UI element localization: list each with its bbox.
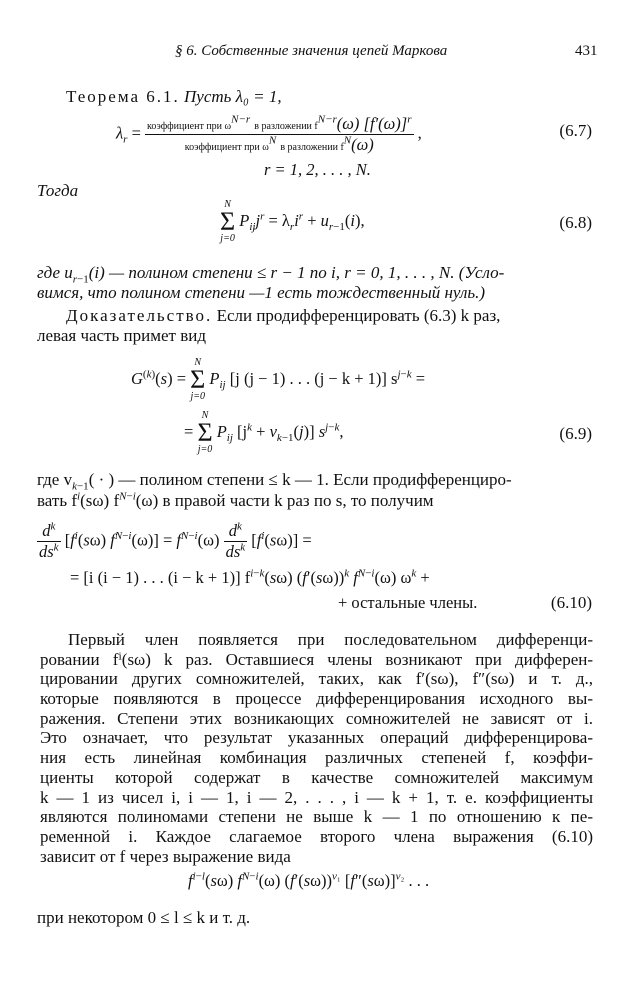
- body-line: ровании fⁱ(sω) k раз. Оставшиеся члены возникают при дифферен-: [40, 649, 593, 669]
- body-line: Это означает, что результат указанных операций дифференцирова-: [40, 728, 593, 748]
- body-line: зависит от f через выражение вида: [40, 846, 291, 866]
- equation-6-8: N Σ j=0 $P_{ij}j^r = \lambda_ri^r + u_{r-1}(i)$,: [220, 199, 365, 244]
- final-expression: $f^{i-l}(s\omega)$ $f^{N-i}(\omega)$ $(f'(s\omega))^{v_1}$ $[f''(s\omega)]^{v_2}$ . . .: [188, 870, 430, 890]
- body-line: ременной i. Каждое слагаемое второго члена выражения (6.10): [40, 826, 593, 846]
- body-line: являются полиномами степени не выше k — 1 по отношению к пе-: [40, 807, 593, 827]
- equation-number-6-7: (6.7): [559, 121, 592, 140]
- fraction-denominator: коэффициент при $\omega^N$ в разложении $f^N(\omega)$: [184, 134, 374, 154]
- proof-label: Доказательство.: [66, 306, 213, 325]
- derivative-fraction: $\frac{d^k}{ds^k}$: [225, 520, 246, 561]
- sum-symbol: N Σ j=0: [220, 199, 236, 244]
- body-line: циенты которой содержат в качестве сомножителей максимум: [40, 767, 593, 787]
- condition-line-2: вимся, что полином степени —1 есть тождественный нуль.): [37, 283, 486, 302]
- theorem-label: Теорема 6.1.: [66, 87, 180, 106]
- after-6-9-line-2: вать $f^i(s\omega)$ $f^{N-i}(\omega)$ в правой части k раз по s, то получим: [37, 490, 434, 510]
- equation-6-10-line-3: + остальные члены.: [338, 593, 478, 612]
- equation-6-7: $\lambda_r$ = $\frac{коэффициент при \omega^{N-r} в разложении f^{N-r}(\omega) [f'(\omega)]^r}{коэффициент при \omega^N в разложении f^N(\omega)}$ ,: [116, 113, 422, 154]
- proof-intro-line-1: Доказательство. Если продифференцировать (6.3) k раз,: [66, 306, 501, 325]
- equation-6-9-line-2: = N Σ j=0 $P_{ij}$ $[j^k + v_{k-1}(j)]$ $s^{j-k}$,: [184, 410, 344, 455]
- sum-symbol: N Σ j=0: [197, 410, 213, 455]
- body-line: ражения. Степени этих возникающих сомножителей не зависят от i.: [40, 708, 593, 728]
- closing-line: при некотором 0 ≤ l ≤ k и т. д.: [37, 908, 251, 927]
- equation-6-10-line-2: = [i (i − 1) . . . (i − k + 1)] $f^{i-k}(s\omega)$ $(f'(s\omega))^k$ $f^{N-i}(\omega) \omega^k$ +: [70, 567, 430, 587]
- fraction-numerator: коэффициент при $\omega^{N-r}$ в разложении $f^{N-r}(\omega)$ $[f'(\omega)]^r$: [147, 113, 412, 133]
- body-line: Первый член появляется при последовательном дифференци-: [68, 630, 593, 649]
- running-title: § 6. Собственные значения цепей Маркова: [175, 43, 448, 59]
- theorem-statement: [66, 87, 282, 107]
- page-number: 431: [575, 43, 598, 59]
- after-6-9-line-1: где $v_{k-1}$( · ) — полином степени ≤ k — 1. Если продифференциро-: [37, 470, 512, 493]
- body-line: ния есть линейная комбинация различных степеней f, коэффи-: [40, 748, 593, 768]
- body-line: цировании других сомножителей, таких, как f′(sω), f″(sω) и т. д.,: [40, 669, 593, 689]
- lambda-symbol: λ: [116, 123, 124, 143]
- body-line: k — 1 из чисел i, i — 1, i — 2, . . . , i — k + 1, т. е. коэффициенты: [40, 787, 593, 807]
- condition-line-1: где $u_{r-1}(i)$ — полином степени ≤ r − 1 по i, r = 0, 1, . . . , N. (Усло-: [37, 263, 505, 286]
- then-word: Тогда: [37, 181, 79, 200]
- equation-number-6-9: (6.9): [559, 424, 592, 443]
- sum-symbol: N Σ j=0: [190, 357, 206, 402]
- lambda-subscript: r: [123, 133, 128, 146]
- derivative-fraction: $\frac{d^k}{ds^k}$: [39, 520, 59, 561]
- equation-6-9-line-1: $G^{(k)}(s)$ = N Σ j=0 $P_{ij}$ [j (j − 1) . . . (j − k + 1)] $s^{j-k}$ =: [131, 357, 426, 402]
- proof-intro-line-2: левая часть примет вид: [37, 326, 206, 345]
- theorem-premise: Пусть λ₀ = 1,: [184, 87, 282, 106]
- body-line: которые появляются в процессе дифференцирования исходного вы-: [40, 689, 593, 709]
- r-range: r = 1, 2, . . . , N.: [264, 160, 371, 179]
- lambda-fraction: [145, 114, 414, 155]
- equation-number-6-8: (6.8): [559, 213, 592, 232]
- body-paragraph: [40, 630, 593, 866]
- equation-6-10-line-1: $\frac{d^k}{ds^k}$ $[f^i(s\omega) f^{N-i}(\omega)] = f^{N-i}(\omega)$ $\frac{d^k}{ds^k}$ $[f^i(s\omega)]$ =: [39, 520, 312, 561]
- equation-number-6-10: (6.10): [550, 593, 592, 612]
